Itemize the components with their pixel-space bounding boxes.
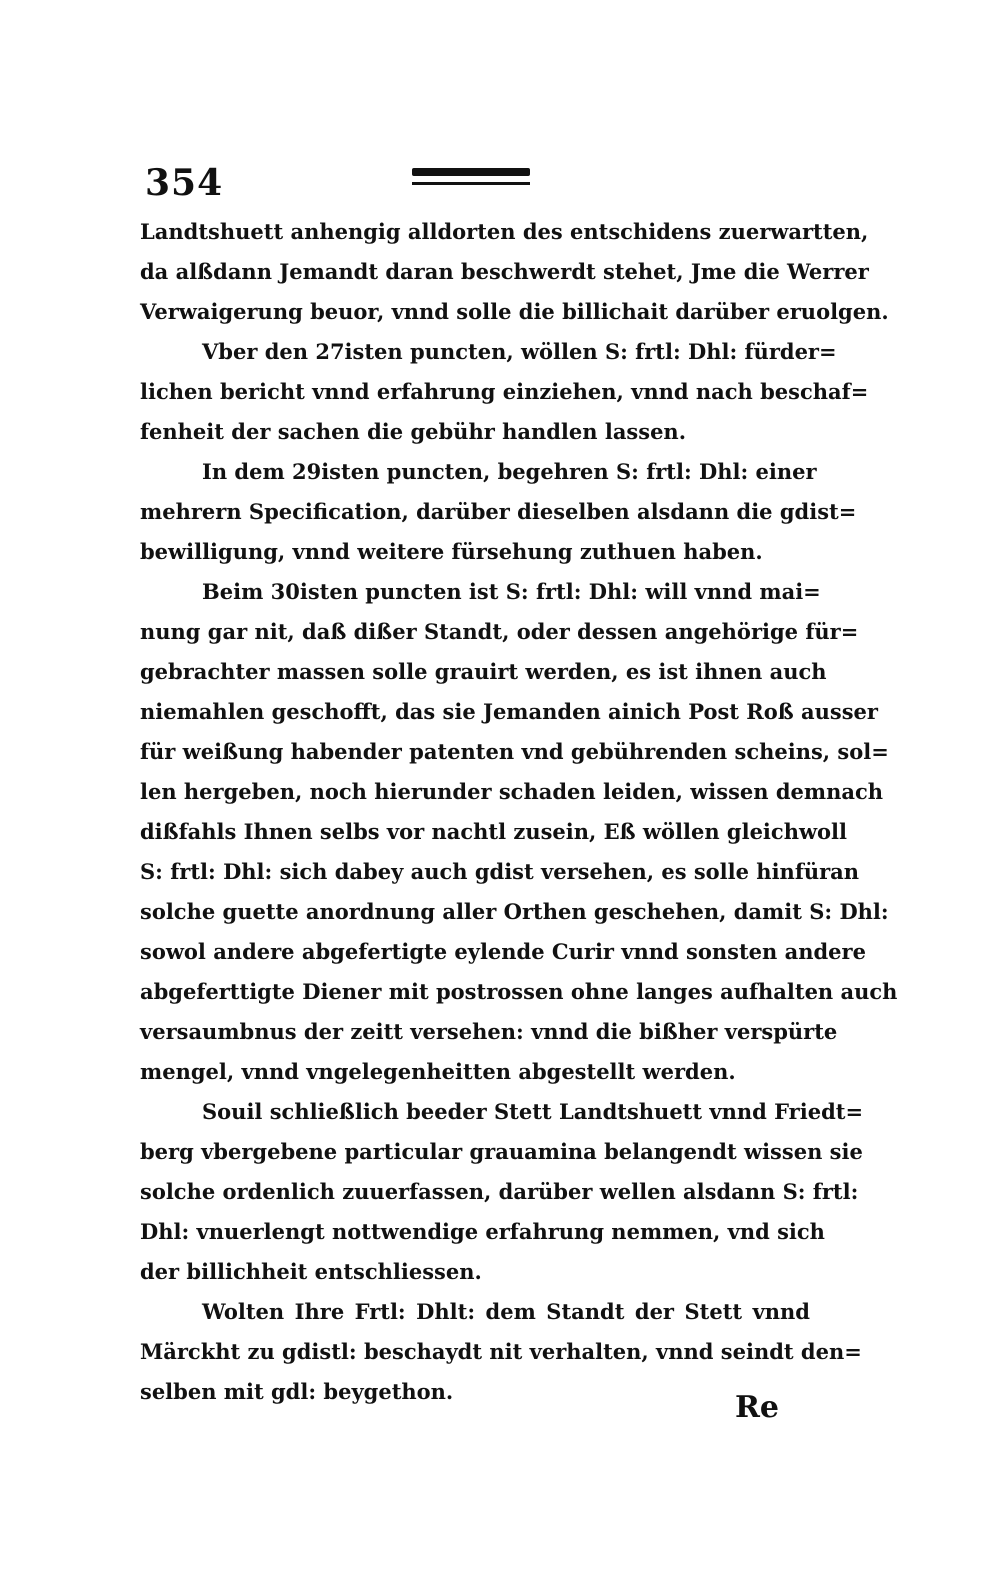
text-line: fenheit der sachen die gebühr handlen lassen.	[140, 419, 687, 444]
text-line: mehrern Specification, darüber dieselben alsdann die gdist=	[140, 499, 857, 524]
header-rule-thick	[412, 168, 530, 176]
text-line: nung gar nit, daß dißer Standt, oder dessen angehörige für=	[140, 619, 859, 644]
text-line: solche ordenlich zuuerfassen, darüber wellen alsdann S: frtl:	[140, 1179, 859, 1204]
text-line: versaumbnus der zeitt versehen: vnnd die bißher verspürte	[140, 1019, 838, 1044]
text-line: abgeferttigte Diener mit postrossen ohne langes aufhalten auch	[140, 979, 898, 1004]
text-line: Beim 30isten puncten ist S: frtl: Dhl: will vnnd mai=	[202, 579, 821, 604]
catchword: Re	[735, 1390, 780, 1425]
text-line: mengel, vnnd vngelegenheitten abgestellt werden.	[140, 1059, 736, 1084]
text-line: gebrachter massen solle grauirt werden, es ist ihnen auch	[140, 659, 827, 684]
text-line: In dem 29isten puncten, begehren S: frtl: Dhl: einer	[202, 459, 817, 484]
text-line: Dhl: vnuerlengt nottwendige erfahrung nemmen, vnd sich	[140, 1219, 825, 1244]
text-line: der billichheit entschliessen.	[140, 1259, 482, 1284]
text-line: Landtshuett anhengig alldorten des entschidens zuerwartten,	[140, 219, 869, 244]
text-line: für weißung habender patenten vnd gebührenden scheins, sol=	[140, 739, 889, 764]
header-ornament-rule	[412, 168, 530, 190]
text-line: len hergeben, noch hierunder schaden leiden, wissen demnach	[140, 779, 884, 804]
text-line: Wolten Ihre Frtl: Dhlt: dem Standt der Stett vnnd	[202, 1299, 810, 1324]
text-line: Vber den 27isten puncten, wöllen S: frtl: Dhl: fürder=	[202, 339, 837, 364]
body-text	[140, 212, 898, 1412]
text-line: Souil schließlich beeder Stett Landtshuett vnnd Friedt=	[202, 1099, 864, 1124]
page-number: 354	[145, 162, 224, 204]
text-line: lichen bericht vnnd erfahrung einziehen, vnnd nach beschaf=	[140, 379, 869, 404]
text-line: niemahlen geschofft, das sie Jemanden ainich Post Roß ausser	[140, 699, 878, 724]
text-line: solche guette anordnung aller Orthen geschehen, damit S: Dhl:	[140, 899, 889, 924]
text-line: sowol andere abgefertigte eylende Curir vnnd sonsten andere	[140, 939, 866, 964]
text-line: berg vbergebene particular grauamina belangendt wissen sie	[140, 1139, 863, 1164]
text-line: Märckht zu gdistl: beschaydt nit verhalten, vnnd seindt den=	[140, 1339, 862, 1364]
text-line: bewilligung, vnnd weitere fürsehung zuthuen haben.	[140, 539, 763, 564]
text-line: Verwaigerung beuor, vnnd solle die billichait darüber eruolgen.	[140, 299, 889, 324]
header-rule-thin	[412, 182, 530, 185]
text-line: S: frtl: Dhl: sich dabey auch gdist versehen, es solle hinfüran	[140, 859, 860, 884]
text-line: selben mit gdl: beygethon.	[140, 1379, 454, 1404]
text-line: da alßdann Jemandt daran beschwerdt stehet, Jme die Werrer	[140, 259, 869, 284]
text-line: dißfahls Ihnen selbs vor nachtl zusein, Eß wöllen gleichwoll	[140, 819, 848, 844]
